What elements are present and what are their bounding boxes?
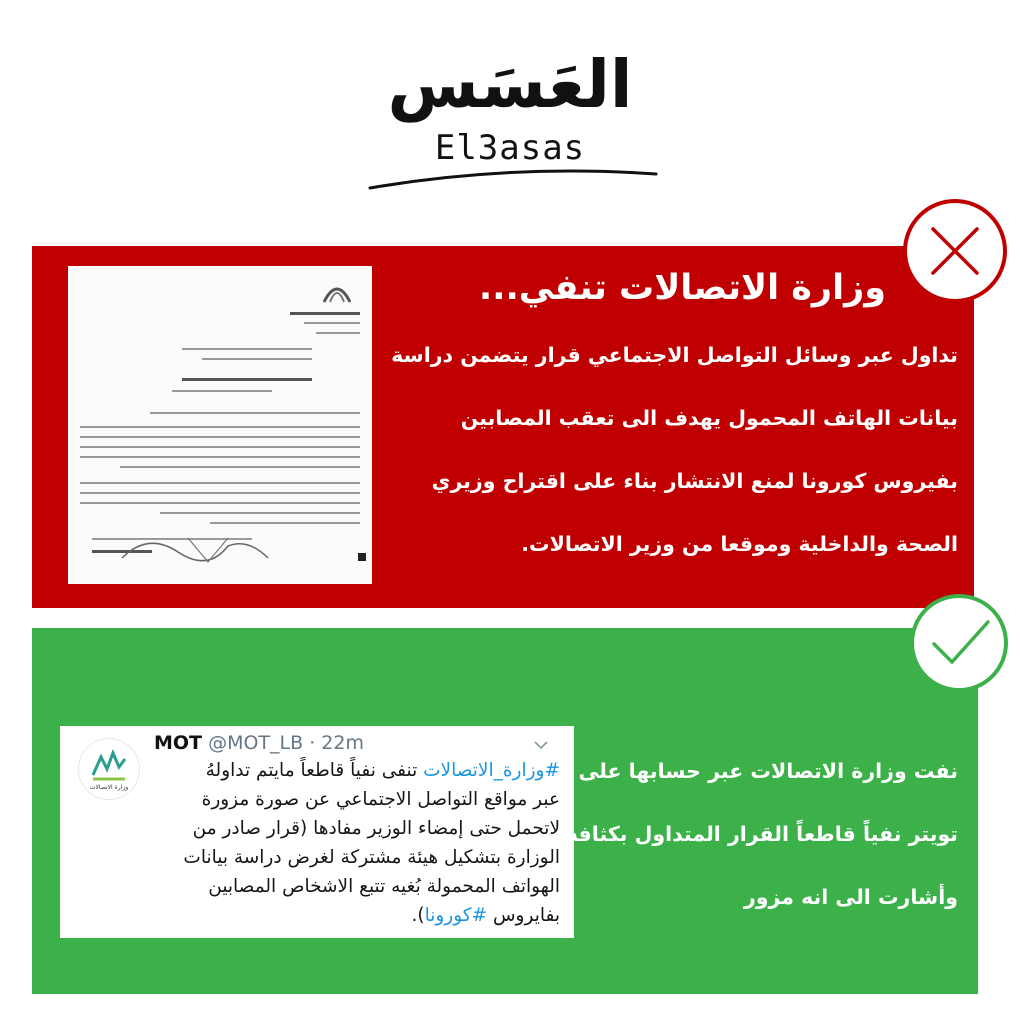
tweet-separator: · [303,732,322,754]
false-claim-body [378,324,958,576]
hashtag-link[interactable]: #كورونا [424,905,488,926]
logo-arabic-wordmark: العَسَس [387,46,633,123]
tweet-text [140,756,560,930]
ministry-logo-icon [79,739,139,799]
check-icon [908,592,1010,694]
chevron-down-icon[interactable] [534,740,548,750]
svg-text:وزارة الاتصالات: وزارة الاتصالات [89,784,129,791]
avatar[interactable] [78,738,140,800]
ministry-logo-icon [320,274,354,306]
tweet-line: عبر مواقع التواصل الاجتماعي عن صورة مزورة [201,789,560,810]
false-claim-panel [32,246,974,608]
fact-summary [558,740,958,929]
false-claim-line: بيانات الهاتف المحمول يهدف الى تعقب المصابين [460,406,958,430]
false-claim-line: الصحة والداخلية وموقعا من وزير الاتصالات. [521,532,958,556]
tweet-card[interactable] [60,726,574,938]
circulated-document-image [68,266,372,584]
cross-icon [900,196,1010,306]
false-claim-title: وزارة الاتصالات تنفي... [478,268,886,308]
hashtag-link[interactable]: #وزارة_الاتصالات [423,760,560,781]
fact-line: تويتر نفياً قاطعاً القرار المتداول بكثافة [565,822,958,846]
tweet-author-name[interactable]: MOT [154,732,203,754]
tweet-author-handle[interactable]: @MOT_LB [208,732,304,754]
false-claim-line: تداول عبر وسائل التواصل الاجتماعي قرار يتضمن دراسة [391,343,958,367]
site-logo [360,40,660,190]
tweet-line-text: ). [411,905,425,926]
tweet-line [140,756,560,785]
tweet-line: لاتحمل حتى إمضاء الوزير مفادها (قرار صادر من [192,818,560,839]
logo-swoosh-icon [360,168,660,192]
signature-icon [118,528,278,568]
fact-line: نفت وزارة الاتصالات عبر حسابها على [578,759,958,783]
tweet-header [154,732,364,754]
fact-line: وأشارت الى انه مزور [743,885,958,909]
tweet-line [140,901,560,930]
fact-panel [32,628,978,994]
tweet-line-text: تنفى نفياً قاطعاً مايتم تداولهُ [205,760,424,781]
logo-latin-wordmark: El3asas [434,128,586,168]
tweet-time[interactable]: 22m [321,732,364,754]
tweet-line: الهواتف المحمولة بُغيه تتبع الاشخاص المصابين [208,876,560,897]
false-claim-line: بفيروس كورونا لمنع الانتشار بناء على اقتراح وزيري [431,469,958,493]
tweet-line: الوزارة بتشكيل هيئة مشتركة لغرض دراسة بيانات [183,847,560,868]
tweet-line-text: بفايروس [487,905,560,926]
document-mark [358,553,366,561]
